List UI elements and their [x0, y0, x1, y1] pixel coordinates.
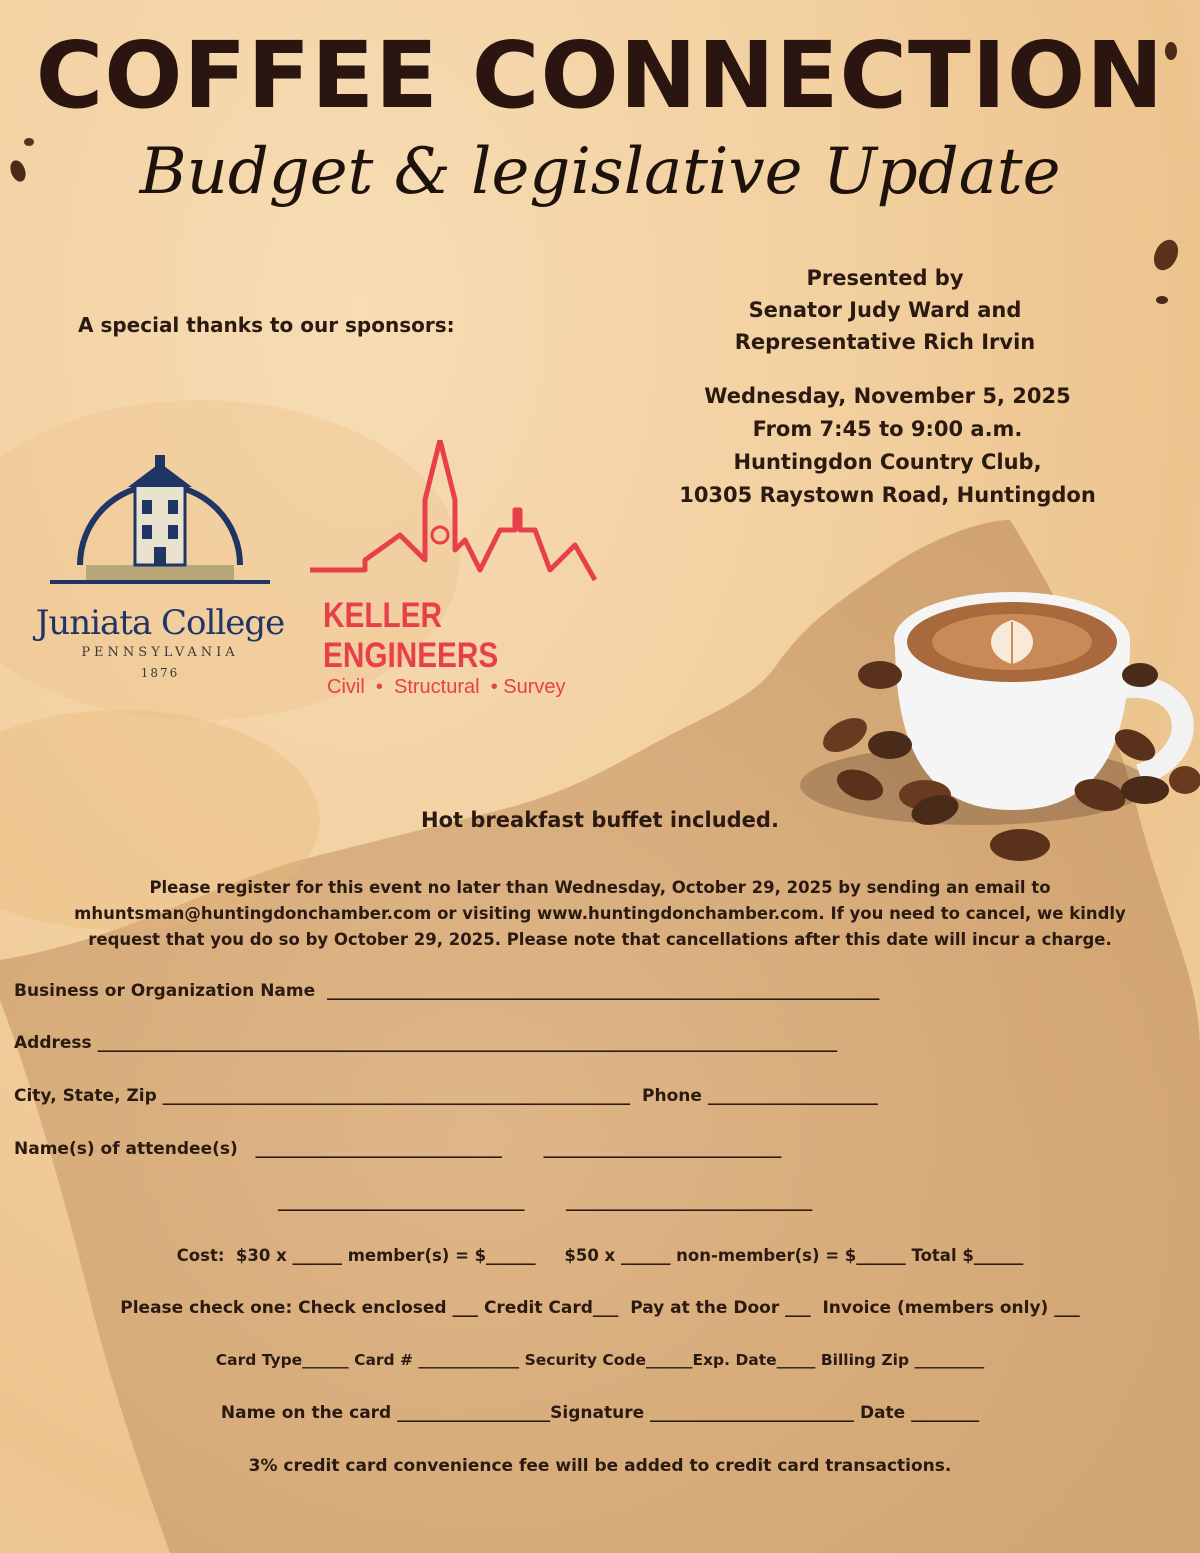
coffee-bean-icon	[1150, 235, 1182, 275]
cost-line[interactable]: Cost: $30 x ______ member(s) = $______ $50 x ______ non-member(s) = $______ Total $______	[176, 1246, 1024, 1265]
attendees-field[interactable]: Name(s) of attendee(s) _____________________________ ____________________________	[14, 1139, 782, 1159]
juniata-year: 1876	[140, 666, 180, 680]
juniata-building-icon	[30, 455, 290, 605]
presented-line: Senator Judy Ward and	[748, 298, 1022, 322]
juniata-college-logo	[30, 455, 290, 680]
keller-skyline-icon	[305, 440, 605, 590]
register-line: mhuntsman@huntingdonchamber.com or visiting www.huntingdonchamber.com. If you need to cancel, we kindly	[74, 904, 1126, 923]
city-phone-field[interactable]: City, State, Zip _______________________________________________________ Phone ____________________	[14, 1086, 878, 1106]
event-time: From 7:45 to 9:00 a.m.	[752, 417, 1023, 441]
breakfast-note: Hot breakfast buffet included.	[421, 808, 779, 832]
page-title: COFFEE CONNECTION	[35, 22, 1165, 129]
page-subtitle: Budget & legislative Update	[139, 135, 1061, 209]
attendees-field-extra[interactable]: _____________________________ _____________________________	[278, 1192, 813, 1212]
fee-note: 3% credit card convenience fee will be added to credit card transactions.	[248, 1456, 952, 1476]
coffee-bean-icon	[1155, 295, 1169, 305]
sponsors-heading: A special thanks to our sponsors:	[78, 313, 455, 337]
presented-by	[680, 262, 1090, 358]
register-line: request that you do so by October 29, 2025. Please note that cancellations after this date will incur a charge.	[88, 930, 1112, 949]
event-date: Wednesday, November 5, 2025	[704, 384, 1071, 408]
event-address: 10305 Raystown Road, Huntingdon	[679, 483, 1096, 507]
signature-line[interactable]: Name on the card __________________Signature ________________________ Date ________	[220, 1403, 980, 1423]
payment-method-line[interactable]: Please check one: Check enclosed ___ Credit Card___ Pay at the Door ___ Invoice (members only) ___	[120, 1298, 1080, 1318]
juniata-name: Juniata College	[35, 603, 285, 643]
address-field[interactable]: Address _______________________________________________________________________________________	[14, 1033, 838, 1053]
event-venue: Huntingdon Country Club,	[733, 450, 1042, 474]
card-details-line[interactable]: Card Type______ Card # _____________ Security Code______Exp. Date_____ Billing Zip _________	[215, 1351, 985, 1369]
keller-name: KELLER ENGINEERS	[323, 596, 499, 675]
keller-tagline: Civil • Structural • Survey	[327, 676, 566, 698]
presented-line: Presented by	[806, 266, 964, 290]
business-name-field[interactable]: Business or Organization Name _________________________________________________________________	[14, 981, 880, 1001]
register-line: Please register for this event no later than Wednesday, October 29, 2025 by sending an email to	[149, 878, 1051, 897]
presented-line: Representative Rich Irvin	[734, 330, 1036, 354]
event-details	[660, 380, 1115, 512]
registration-instructions	[40, 875, 1160, 953]
keller-engineers-logo	[305, 440, 605, 698]
juniata-state: PENNSYLVANIA	[81, 645, 239, 660]
